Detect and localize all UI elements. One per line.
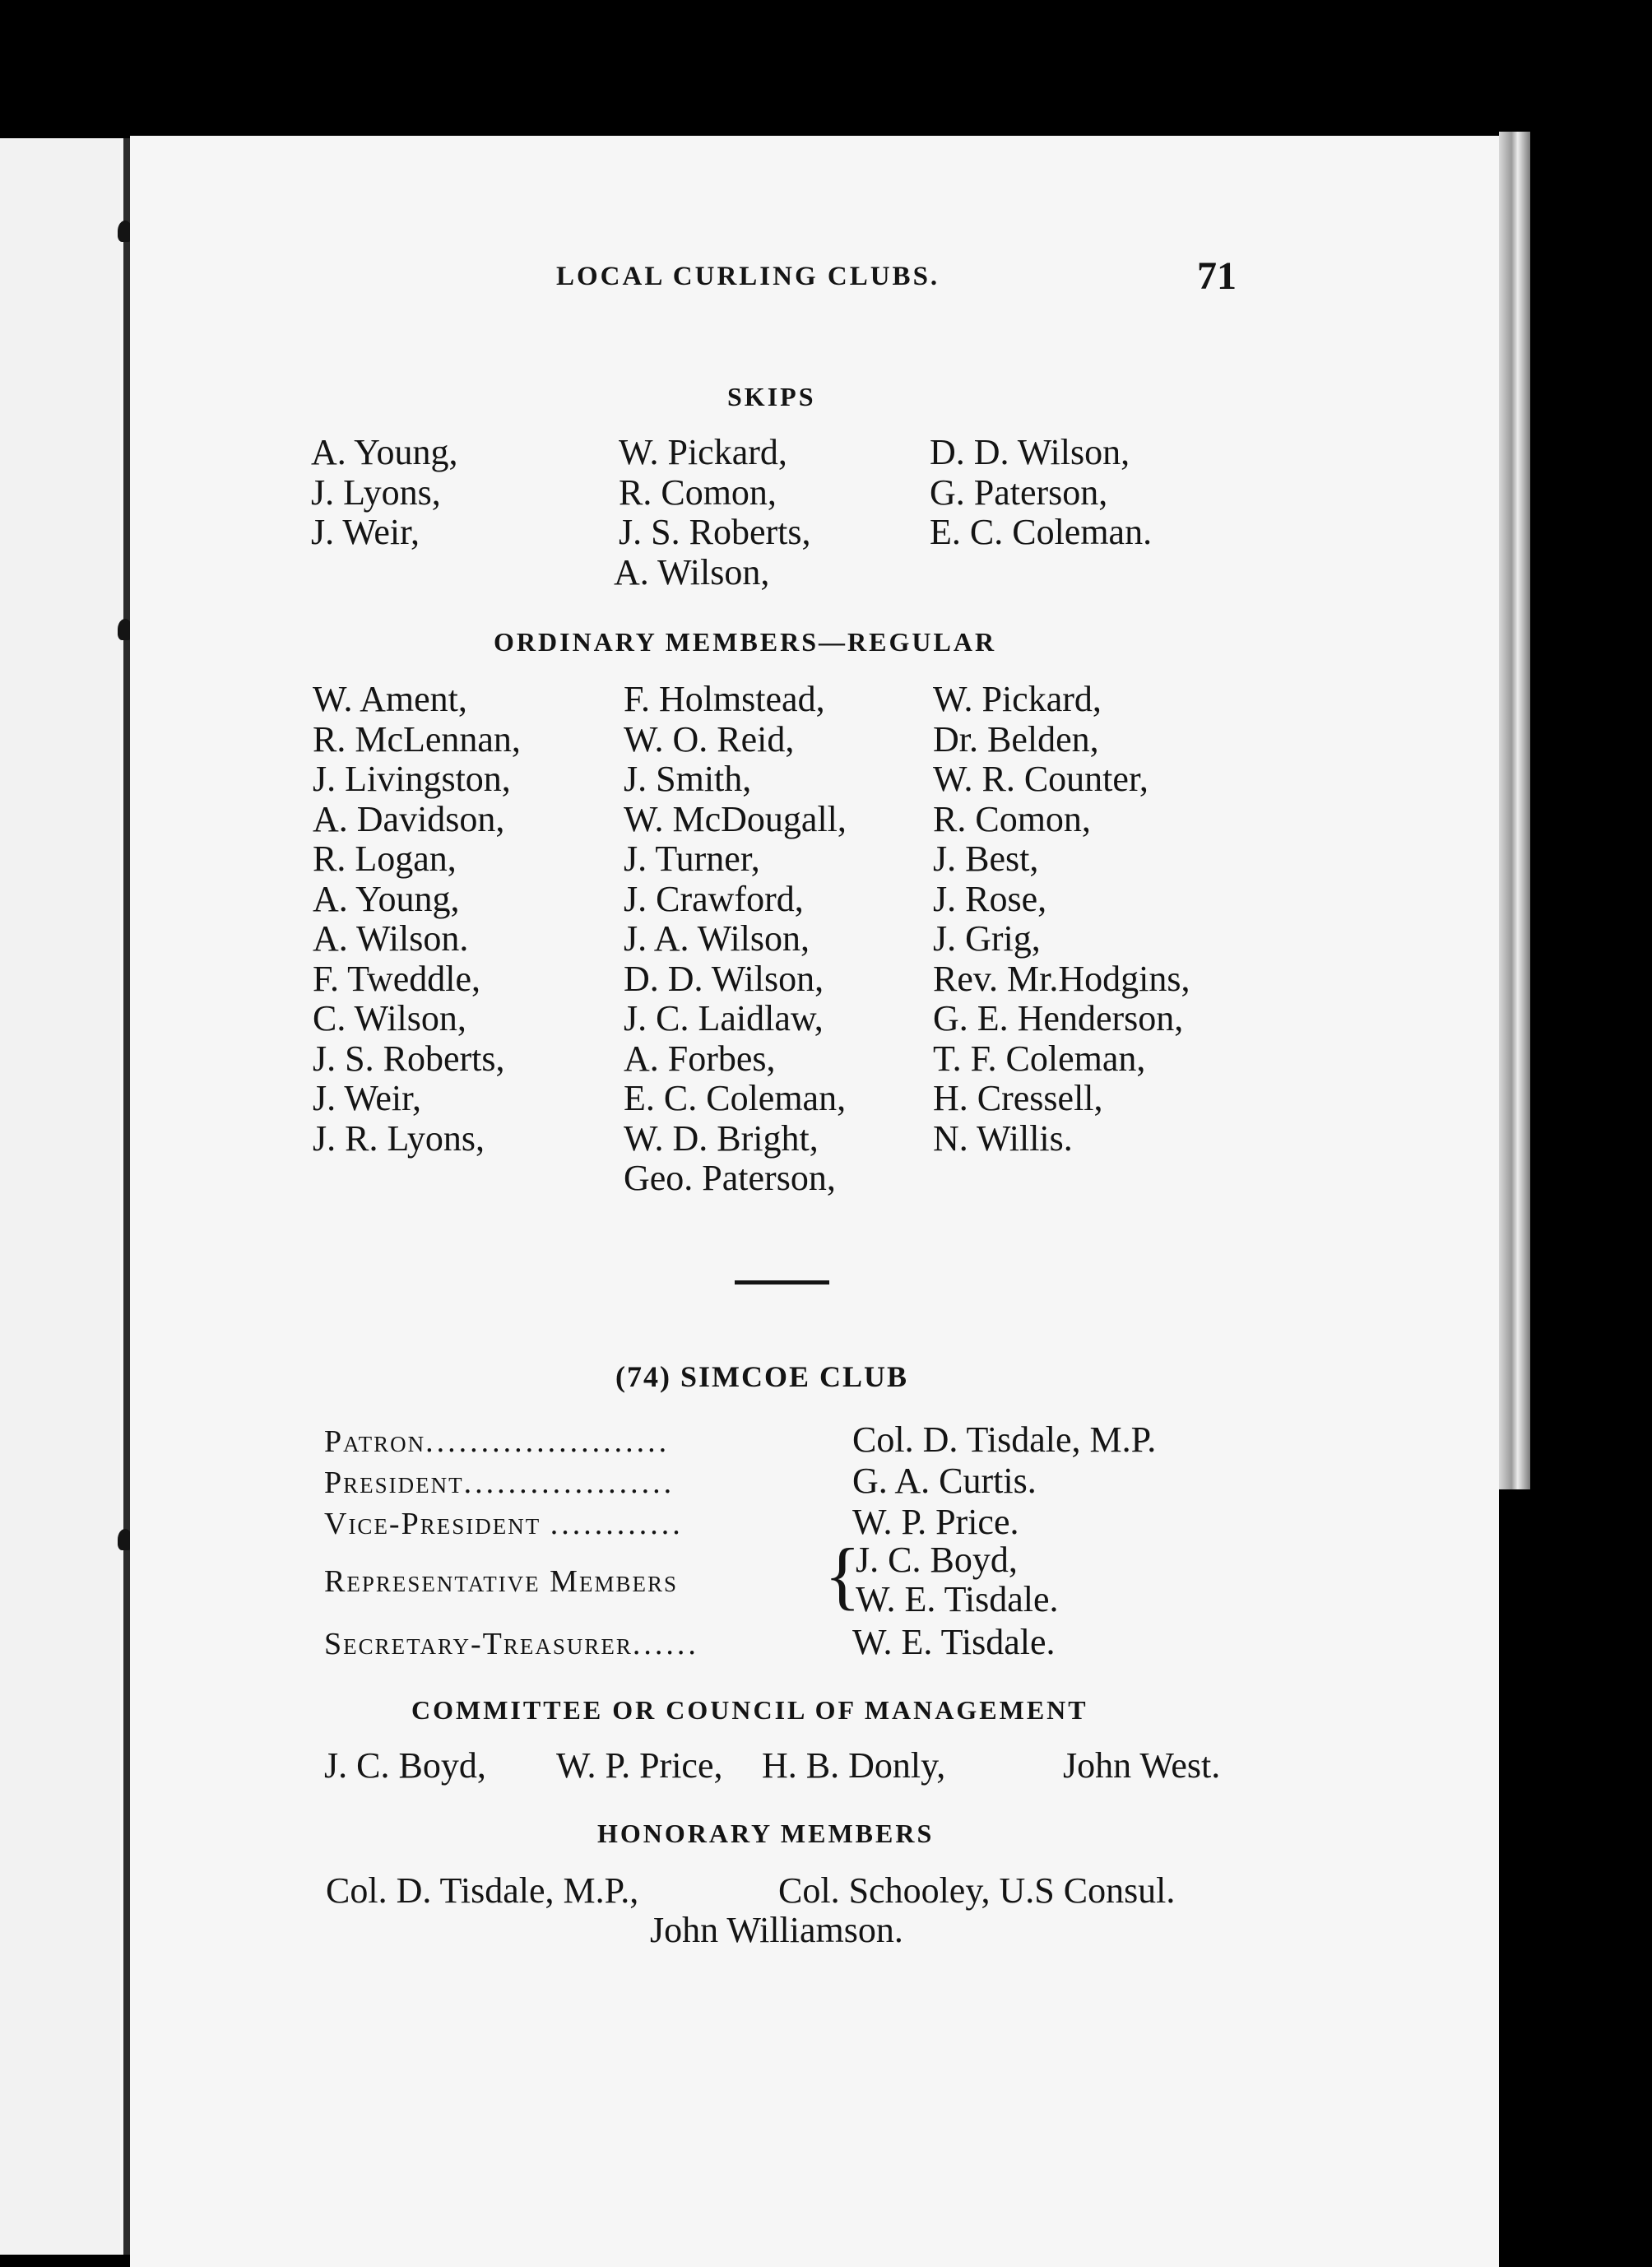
list-item: J. Weir, (313, 1078, 421, 1118)
list-item: J. Livingston, (313, 759, 511, 799)
list-item: R. McLennan, (313, 718, 521, 760)
facing-page-edge (0, 138, 128, 2255)
list-item: R. Comon, (619, 472, 777, 513)
list-item: C. Wilson, (313, 998, 466, 1038)
list-item: A. Forbes, (624, 1038, 776, 1079)
committee-member: John West. (1063, 1745, 1221, 1786)
skips-column-1 (311, 433, 458, 553)
section-divider-rule (735, 1280, 829, 1284)
ordinary-members-column-2 (624, 680, 847, 1199)
list-item: A. Young, (311, 432, 458, 472)
list-item: E. C. Coleman, (624, 1078, 847, 1118)
list-item: Dr. Belden, (933, 718, 1099, 760)
list-item: J. Lyons, (311, 472, 441, 513)
representative-members-label: Representative Members (324, 1564, 678, 1599)
list-item: W. R. Counter, (933, 759, 1149, 799)
list-item: A. Young, (313, 878, 460, 919)
vice-president-label: Vice-President ............ (324, 1507, 684, 1541)
list-item: A. Wilson, (614, 551, 770, 592)
list-item: Rev. Mr.Hodgins, (933, 958, 1190, 999)
list-item: D. D. Wilson, (624, 958, 824, 999)
president-value: G. A. Curtis. (852, 1461, 1037, 1501)
list-item: E. C. Coleman. (930, 512, 1153, 552)
president-label: President................... (324, 1466, 675, 1500)
representative-member-2: W. E. Tisdale. (856, 1579, 1059, 1619)
page-edge-stack (1499, 132, 1530, 1489)
secretary-treasurer-value: W. E. Tisdale. (852, 1622, 1056, 1662)
list-item: D. D. Wilson, (930, 432, 1130, 472)
list-item: A. Davidson, (313, 798, 505, 839)
list-item: F. Tweddle, (313, 958, 481, 999)
list-item: J. Crawford, (624, 878, 804, 919)
secretary-treasurer-label: Secretary-Treasurer...... (324, 1627, 699, 1661)
ordinary-members-column-1 (313, 680, 521, 1159)
list-item: H. Cressell, (933, 1078, 1103, 1118)
patron-label: Patron...................... (324, 1424, 671, 1459)
page-number: 71 (1197, 254, 1237, 298)
ordinary-members-heading: ORDINARY MEMBERS—REGULAR (494, 627, 997, 657)
list-item: J. Weir, (311, 512, 420, 552)
skips-heading: SKIPS (727, 382, 816, 411)
list-item: G. E. Henderson, (933, 998, 1184, 1038)
honorary-member: Col. Schooley, U.S Consul. (778, 1870, 1176, 1911)
skips-column-3 (930, 433, 1152, 553)
brace-glyph: { (824, 1533, 861, 1617)
list-item: W. McDougall, (624, 798, 847, 839)
club-title: (74) SIMCOE CLUB (615, 1360, 909, 1393)
honorary-member: Col. D. Tisdale, M.P., (326, 1870, 639, 1911)
committee-heading: COMMITTEE OR COUNCIL OF MANAGEMENT (411, 1695, 1088, 1725)
list-item: F. Holmstead, (624, 679, 825, 719)
list-item: J. Best, (933, 839, 1039, 879)
honorary-member: John Williamson. (650, 1910, 903, 1950)
list-item: T. F. Coleman, (933, 1038, 1146, 1079)
representative-member-1: J. C. Boyd, (856, 1540, 1018, 1580)
committee-member: J. C. Boyd, (324, 1745, 486, 1786)
list-item: W. D. Bright, (624, 1117, 819, 1159)
list-item: R. Comon, (933, 798, 1091, 839)
skips-column-2 (614, 432, 811, 592)
list-item: J. S. Roberts, (313, 1038, 505, 1079)
list-item: W. Pickard, (933, 679, 1102, 719)
ordinary-members-column-3 (933, 680, 1190, 1159)
list-item: J. Rose, (933, 878, 1047, 919)
list-item: W. Pickard, (619, 432, 787, 472)
vice-president-value: W. P. Price. (852, 1502, 1019, 1542)
list-item: W. O. Reid, (624, 718, 795, 760)
list-item: J. R. Lyons, (313, 1117, 485, 1159)
list-item: J. S. Roberts, (619, 512, 811, 552)
list-item: J. A. Wilson, (624, 918, 810, 959)
list-item: J. Turner, (624, 839, 760, 879)
book-gutter (123, 138, 130, 2255)
list-item: N. Willis. (933, 1117, 1073, 1159)
list-item: A. Wilson. (313, 918, 469, 959)
committee-member: W. P. Price, (556, 1745, 723, 1786)
patron-value: Col. D. Tisdale, M.P. (852, 1419, 1157, 1460)
list-item: J. Smith, (624, 759, 752, 799)
committee-member: H. B. Donly, (762, 1745, 946, 1786)
list-item: Geo. Paterson, (624, 1158, 836, 1198)
list-item: R. Logan, (313, 839, 457, 879)
list-item: G. Paterson, (930, 472, 1108, 513)
honorary-members-heading: HONORARY MEMBERS (597, 1819, 935, 1848)
running-head: LOCAL CURLING CLUBS. (556, 262, 940, 291)
list-item: W. Ament, (313, 679, 467, 719)
list-item: J. Grig, (933, 918, 1041, 959)
list-item: J. C. Laidlaw, (624, 998, 824, 1038)
